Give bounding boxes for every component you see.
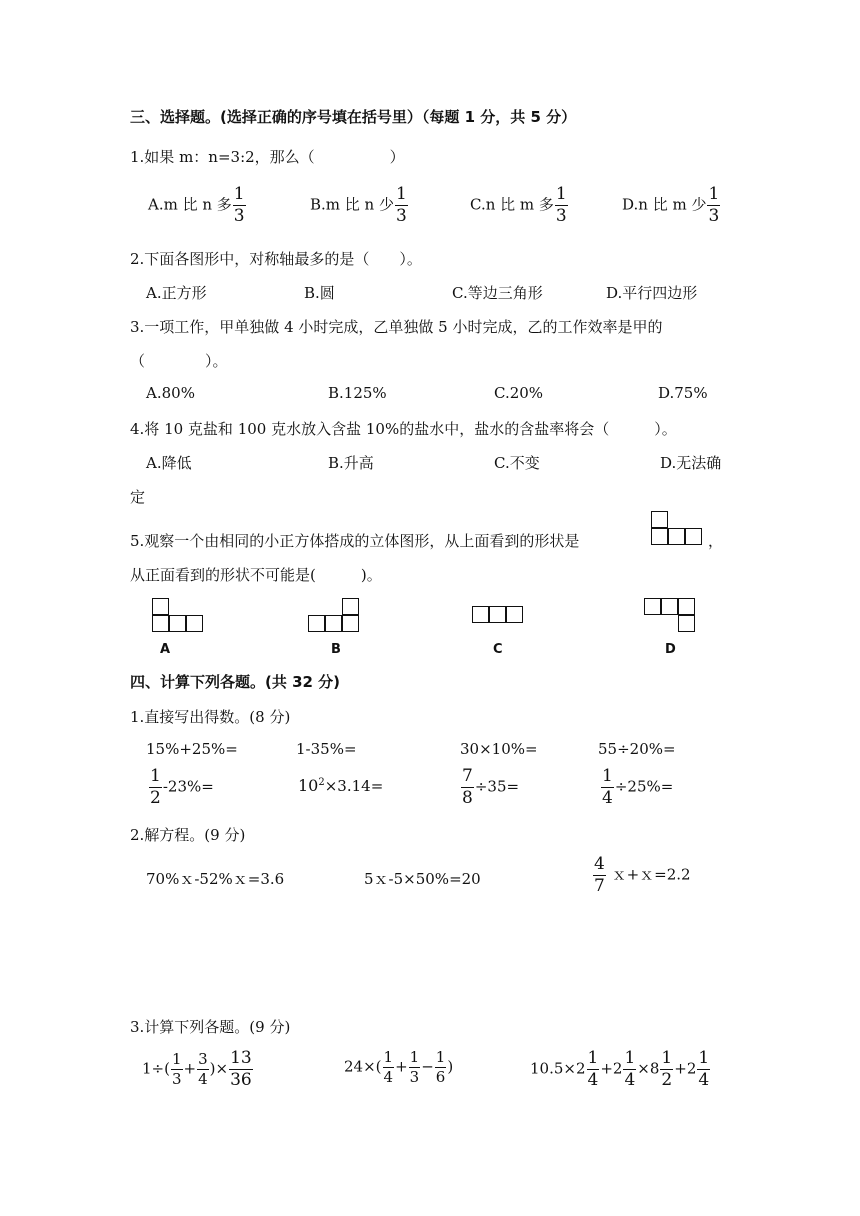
q2-option-c: C.等边三角形 (452, 284, 543, 302)
calc-2-3: $\frac{7}{8}$ ÷35= (462, 766, 520, 808)
q4-option-c: C.不变 (494, 454, 540, 472)
q5-label-c: C (493, 642, 503, 657)
q4-option-d: D.无法确 (660, 454, 722, 472)
part-3-title: 3.计算下列各题。(9 分) (130, 1018, 291, 1036)
question-2: 2.下面各图形中，对称轴最多的是（ ）。 (130, 250, 422, 268)
q2-option-d: D.平行四边形 (606, 284, 698, 302)
part-2-title: 2.解方程。(9 分) (130, 826, 246, 844)
section-4-title: 四、计算下列各题。(共 32 分) (130, 673, 341, 691)
calc-1-4: 55÷20%= (598, 740, 676, 758)
q5-comma: ， (708, 532, 724, 550)
calc-2-2: $10^2\times 3.14=$ (298, 776, 384, 795)
q3-option-b: B.125% (328, 384, 387, 402)
q5-figure-d (644, 598, 700, 634)
question-4: 4.将 10 克盐和 100 克水放入含盐 10%的盐水中，盐水的含盐率将会（ ）。 (130, 420, 677, 438)
q4-option-d-wrap: 定 (130, 488, 146, 506)
calc-2-1: $\frac{1}{2}$ -23%= (150, 766, 214, 808)
expression-1: 1÷( $\frac{1}{3}$ + $\frac{3}{4}$ )× $\frac{13}{36}$ (142, 1048, 252, 1090)
calc-2-4: $\frac{1}{4}$ ÷25%= (602, 766, 674, 808)
expression-2: 24×( $\frac{1}{4}$ + $\frac{1}{3}$ − $\frac{1}{6}$ ) (344, 1048, 454, 1086)
q3-option-a: A.80% (146, 384, 195, 402)
q3-option-c: C.20% (494, 384, 544, 402)
q1-option-b: B.m 比 n 少 $\frac{1}{3}$ (310, 184, 407, 226)
q2-option-b: B.圆 (304, 284, 335, 302)
equation-1: 70%ｘ-52%ｘ=3.6 (146, 870, 285, 888)
q5-label-d: D (665, 642, 676, 657)
q1-option-d: D.n 比 m 少 $\frac{1}{3}$ (622, 184, 720, 226)
part-1-title: 1.直接写出得数。(8 分) (130, 708, 291, 726)
calc-1-2: 1-35%= (296, 740, 357, 758)
equation-2: 5ｘ-5×50%=20 (364, 870, 481, 888)
q3-option-d: D.75% (658, 384, 708, 402)
question-1: 1.如果 m：n=3:2，那么（ ） (130, 148, 405, 166)
question-5: 5.观察一个由相同的小正方体搭成的立体图形，从上面看到的形状是 (130, 532, 580, 550)
q4-option-b: B.升高 (328, 454, 374, 472)
q1-option-a: A.m 比 n 多 $\frac{1}{3}$ (148, 184, 245, 226)
calc-1-1: 15%+25%= (146, 740, 238, 758)
equation-3: $\frac{4}{7}$ ｘ+ｘ=2.2 (594, 854, 691, 896)
q5-figure-a (152, 598, 208, 634)
q5-label-a: A (160, 642, 171, 657)
q1-option-c: C.n 比 m 多 $\frac{1}{3}$ (470, 184, 567, 226)
calc-1-3: 30×10%= (460, 740, 538, 758)
q5-figure-b (308, 598, 364, 634)
q2-option-a: A.正方形 (146, 284, 207, 302)
question-3: 3.一项工作，甲单独做 4 小时完成，乙单独做 5 小时完成，乙的工作效率是甲的 (130, 318, 663, 336)
q5-label-b: B (331, 642, 341, 657)
question-3-blank: （ ）。 (130, 352, 228, 370)
expression-3: 10.5×2 $\frac{1}{4}$ +2 $\frac{1}{4}$ ×8 $\frac{1}{2}$ +2 $\frac{1}{4}$ (530, 1048, 710, 1090)
question-5-line-2: 从正面看到的形状不可能是( )。 (130, 566, 382, 584)
q5-figure-c (472, 606, 528, 625)
top-view-figure (651, 511, 709, 547)
q4-option-a: A.降低 (146, 454, 192, 472)
section-3-title: 三、选择题。(选择正确的序号填在括号里）（每题 1 分，共 5 分） (130, 108, 577, 126)
